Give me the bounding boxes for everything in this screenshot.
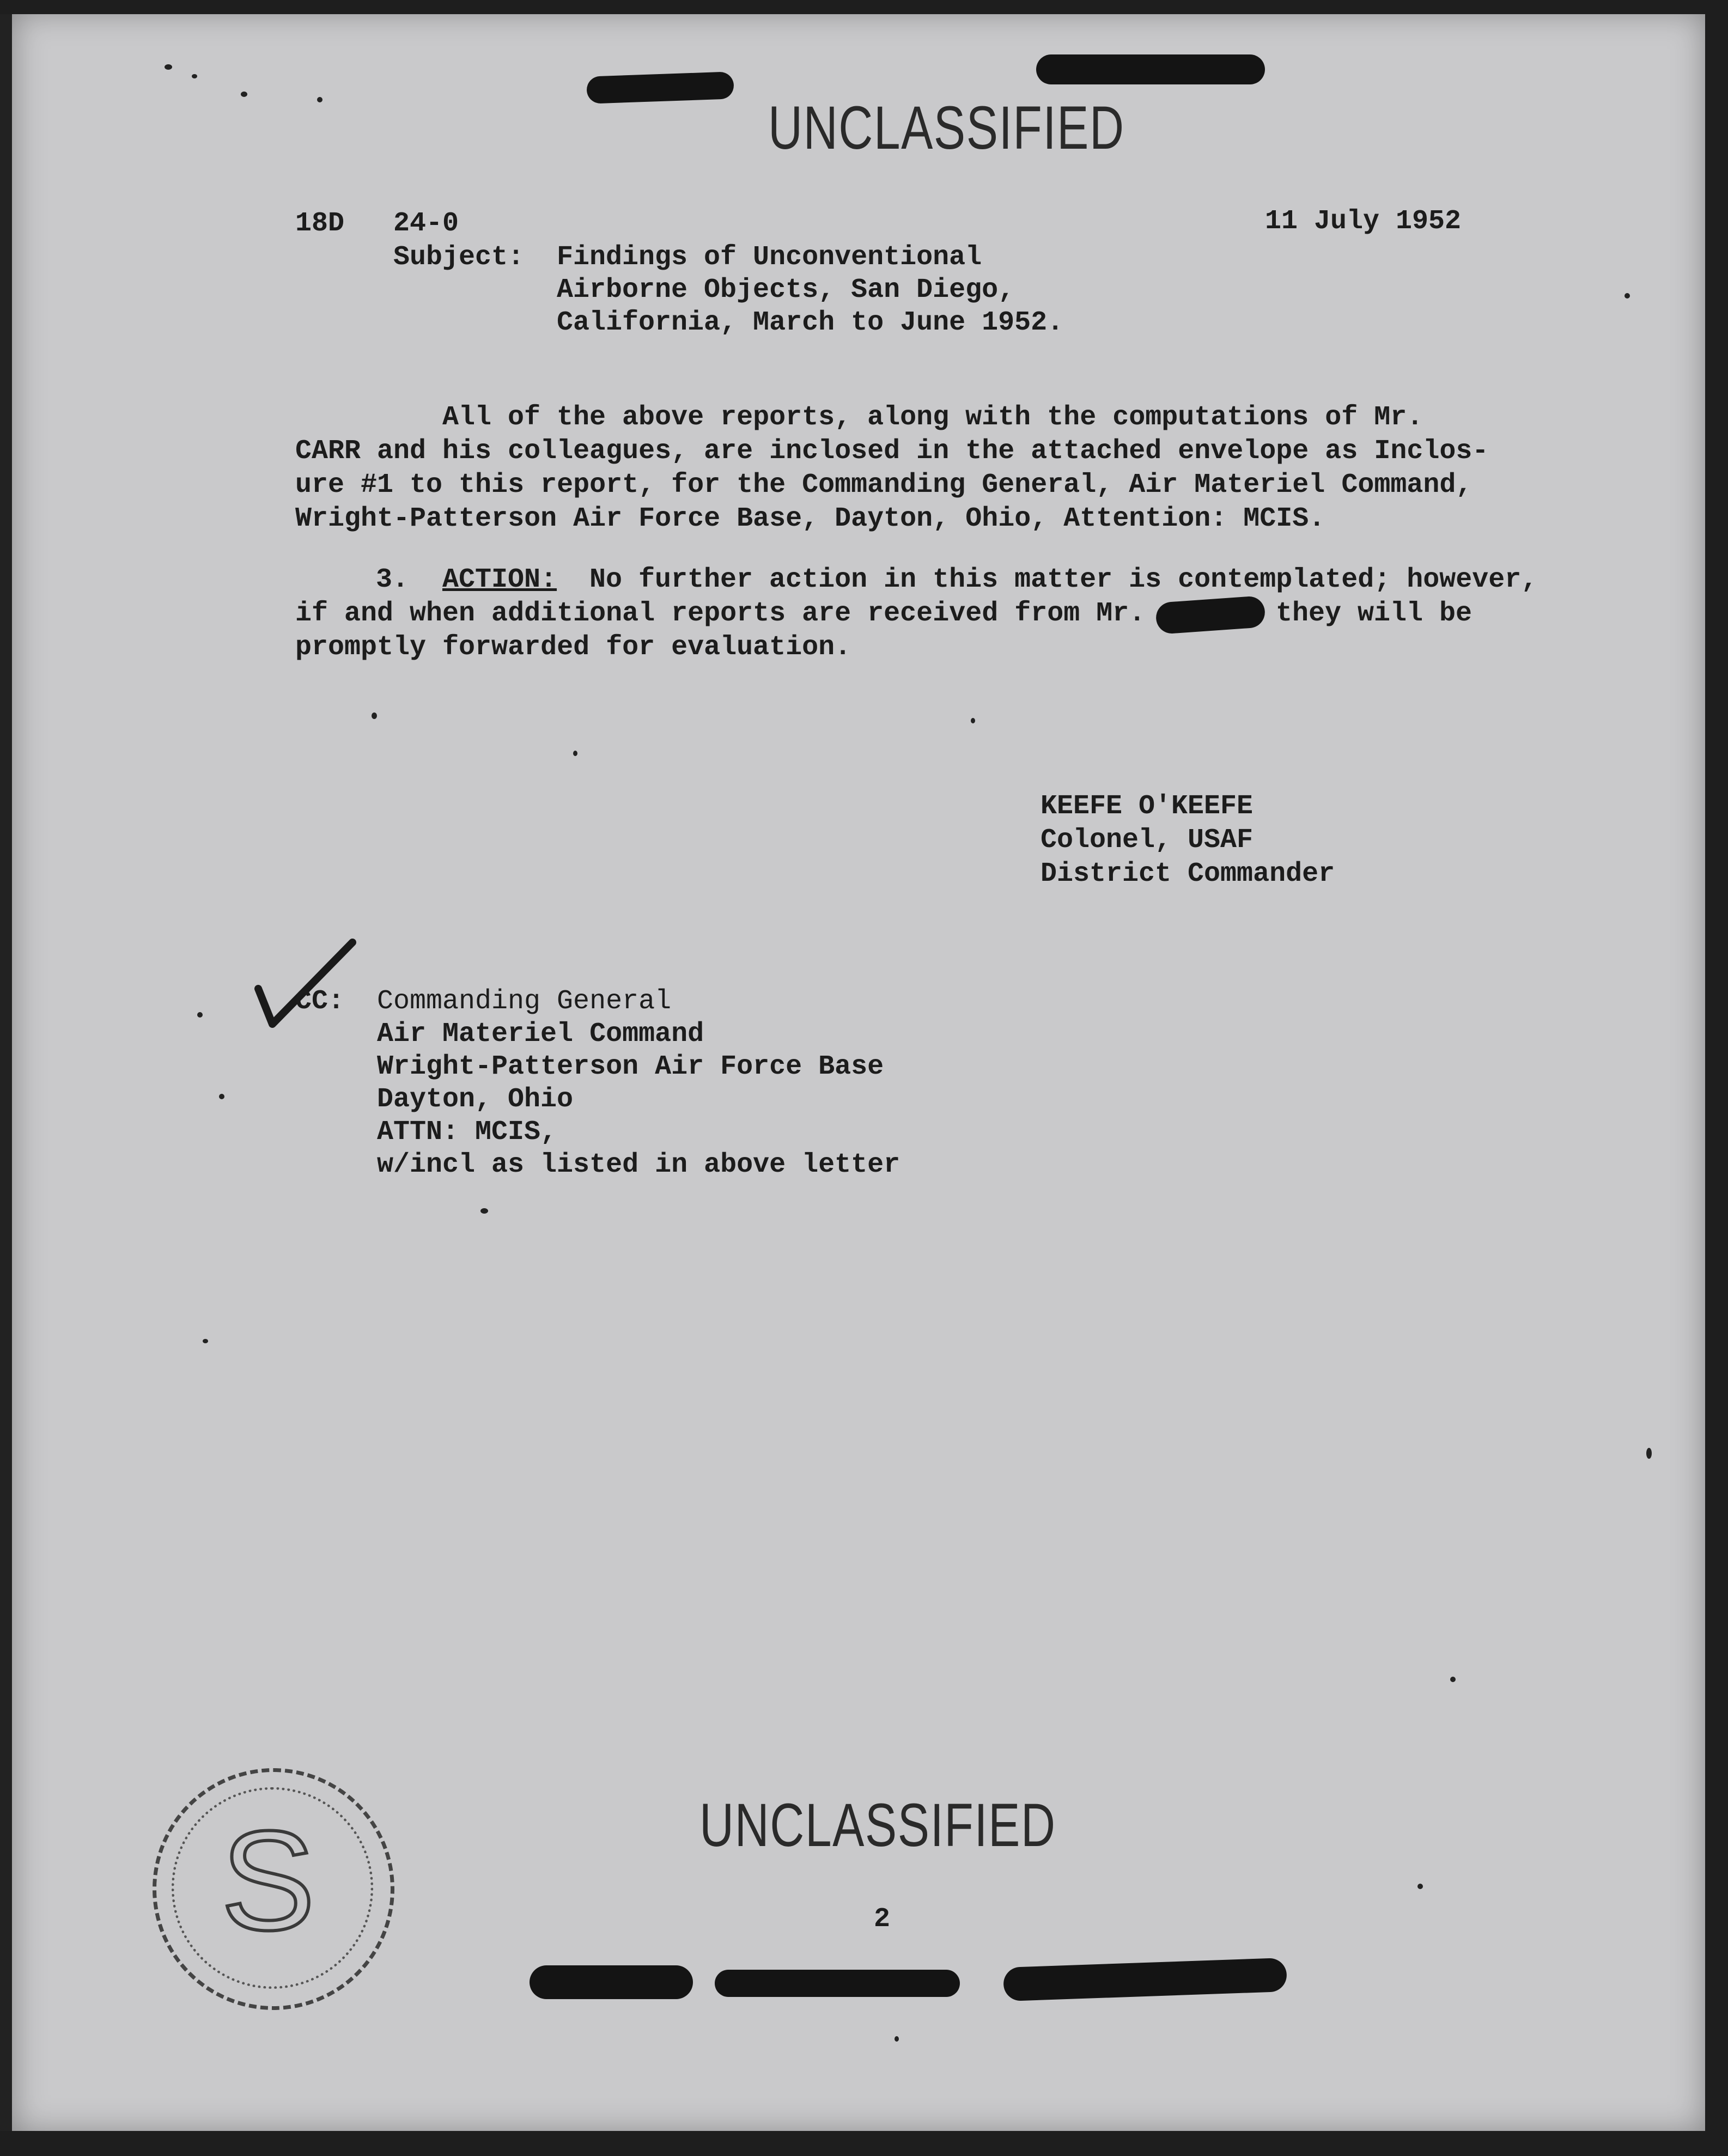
paragraph-line: ure #1 to this report, for the Commanding General, Air Materiel Command, [295, 470, 1473, 501]
classification-stamp-bottom: UNCLASSIFIED [699, 1791, 1056, 1859]
speck [1417, 1884, 1423, 1889]
scan-border-right [1705, 0, 1728, 2156]
signatory-rank: Colonel, USAF [1041, 825, 1254, 856]
cc-line: Commanding General [377, 986, 672, 1017]
action-label: ACTION: [442, 564, 557, 595]
scan-border-top [0, 0, 1728, 14]
speck [1646, 1448, 1652, 1459]
speck [1624, 293, 1630, 299]
speck [317, 97, 323, 102]
cc-line: ATTN: MCIS, [377, 1117, 557, 1148]
classification-stamp-top: UNCLASSIFIED [768, 94, 1125, 162]
paragraph-line: Wright-Patterson Air Force Base, Dayton, Ohio, Attention: MCIS. [295, 503, 1325, 534]
speck [192, 74, 197, 78]
page-number: 2 [874, 1904, 891, 1935]
subject-line: Findings of Unconventional [557, 242, 982, 273]
speck [573, 751, 577, 756]
redaction-bottom-center [715, 1970, 960, 1997]
cc-line: w/incl as listed in above letter [377, 1149, 900, 1180]
speck [480, 1208, 488, 1214]
action-line: they will be [1276, 598, 1473, 629]
seal-letter: S [221, 1802, 315, 1960]
redaction-name [1155, 595, 1266, 635]
security-seal [153, 1768, 394, 2010]
cc-line: Air Materiel Command [377, 1019, 704, 1050]
action-line: if and when additional reports are received from Mr. [295, 598, 1146, 629]
speck [165, 64, 172, 70]
speck [971, 718, 975, 723]
file-reference-office: 18D [295, 208, 345, 239]
signatory-title: District Commander [1041, 858, 1335, 890]
action-line: promptly forwarded for evaluation. [295, 632, 851, 663]
redaction-top-left [586, 71, 734, 103]
subject-line: Airborne Objects, San Diego, [557, 275, 1015, 306]
speck [1450, 1677, 1456, 1682]
scan-border-bottom [0, 2131, 1728, 2156]
speck [203, 1339, 208, 1343]
cc-line: Wright-Patterson Air Force Base [377, 1051, 884, 1082]
speck [241, 92, 247, 97]
signatory-name: KEEFE O'KEEFE [1041, 791, 1254, 822]
action-line: No further action in this matter is contemplated; however, [589, 564, 1538, 595]
file-reference-number: 24-0 [393, 208, 459, 239]
redaction-bottom-left [530, 1965, 693, 1999]
cc-line: Dayton, Ohio [377, 1084, 574, 1115]
cc-label: CC: [295, 986, 345, 1017]
paragraph-line: All of the above reports, along with the computations of Mr. [442, 402, 1423, 433]
speck [219, 1094, 224, 1099]
speck [372, 712, 377, 719]
speck [895, 2036, 899, 2042]
speck [197, 1012, 203, 1018]
paragraph-line: CARR and his colleagues, are inclosed in the attached envelope as Inclos- [295, 436, 1489, 467]
action-number: 3. [376, 564, 409, 595]
document-date: 11 July 1952 [1265, 206, 1462, 237]
subject-label: Subject: [393, 242, 525, 273]
subject-line: California, March to June 1952. [557, 307, 1064, 338]
document-page [12, 10, 1706, 2134]
redaction-bottom-right [1003, 1958, 1287, 2001]
redaction-top-right [1036, 54, 1265, 84]
